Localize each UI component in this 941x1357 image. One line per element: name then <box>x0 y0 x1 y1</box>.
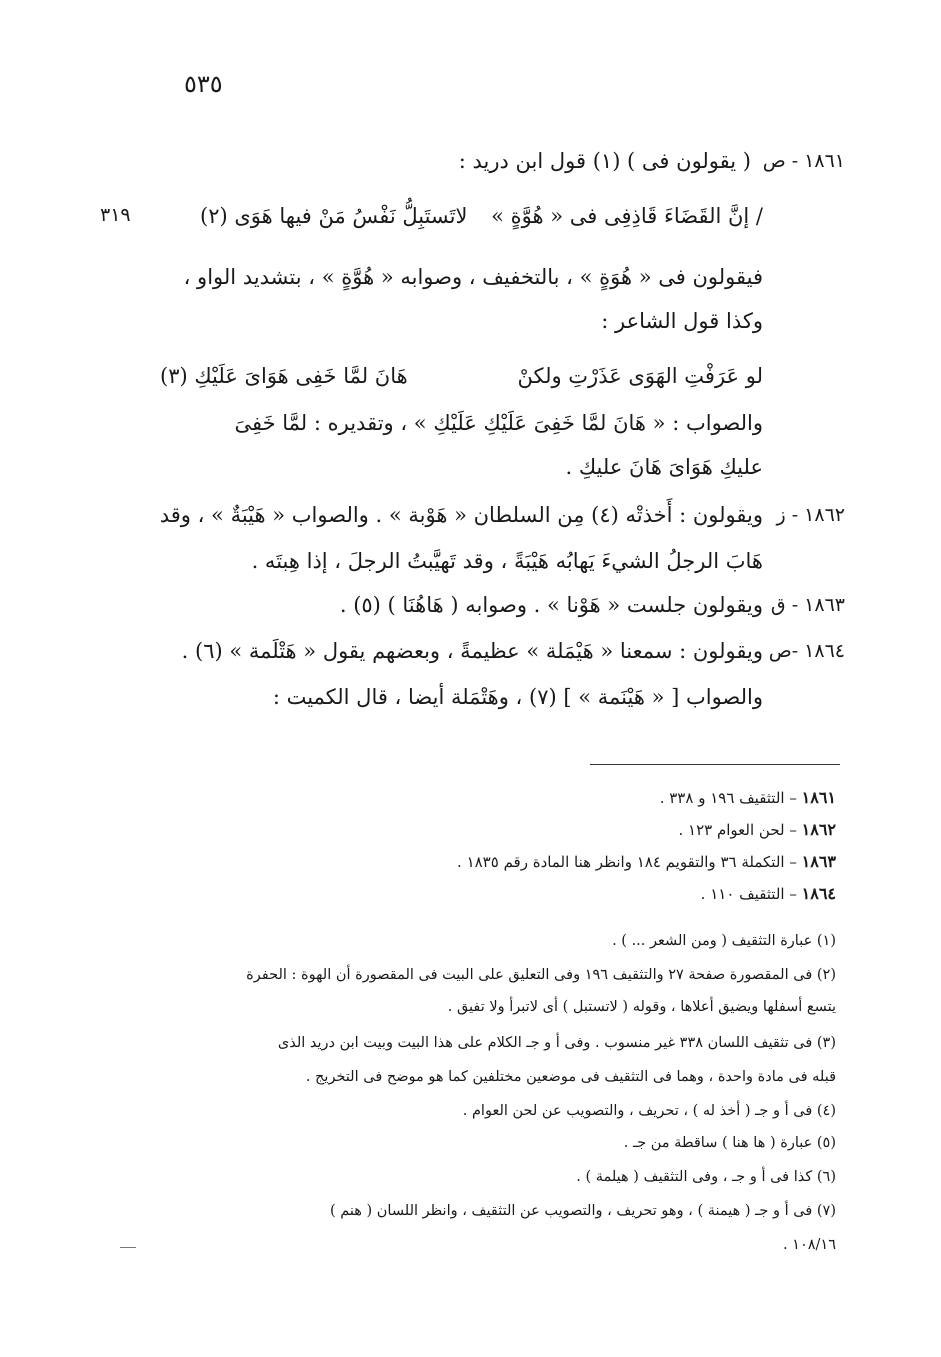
footnote-6: (٦) كذا فى أ و جـ ، وفى التثقيف ( هيلمة ) . <box>576 1169 836 1185</box>
entry-number-1862: ١٨٦٢ - ز <box>776 504 845 526</box>
source-1863: ١٨٦٣ – التكملة ٣٦ والتقويم ١٨٤ وانظر هنا المادة رقم ١٨٣٥ . <box>457 852 836 871</box>
footnote-separator <box>590 764 840 765</box>
entry-1864-line2: والصواب [ « هَيْنَمة » ] (٧) ، وهَتْمَلة أيضا ، قال الكميت : <box>272 685 763 709</box>
paragraph2-line1: والصواب : « هَانَ لمَّا خَفِىَ عَلَيْكِ عَلَيْكِ » ، وتقديره : لمَّا خَفِىَ <box>234 411 763 435</box>
footnote-2: (٢) فى المقصورة صفحة ٢٧ والتثقيف ١٩٦ وفى التعليق على البيت فى المقصورة أن الهوة : الحفرة <box>246 967 836 983</box>
verse1-second-hemistich: لاتَستَبِلُّ نَفْسُ مَنْ فيها هَوَى (٢) <box>200 204 468 228</box>
footnote-3: (٣) فى تثقيف اللسان ٣٣٨ غير منسوب . وفى أ و جـ الكلام على هذا البيت وبيت ابن دريد الذى <box>277 1035 836 1051</box>
entry-number-1863: ١٨٦٣ - ق <box>770 594 845 616</box>
entry-number-1861: ١٨٦١ - ص <box>762 150 845 172</box>
footnote-2-cont: يتسع أسفلها ويضيق أعلاها ، وقوله ( لاتستبل ) أى لاتبرأ ولا تفيق . <box>447 999 836 1015</box>
entry-1864-line1: ويقولون : سمعنا « هَيْمَلة » عظيمةً ، وبعضهم يقول « هَتْلَمة » (٦) . <box>181 639 763 663</box>
entry-1862-line2: هَابَ الرجلُ الشيءَ يَهابُه هَيْبَةً ، وقد تَهيَّبتُ الرجلَ ، إذا هِبتَه . <box>251 549 763 573</box>
entry-1862-line1: ويقولون : أَخذتْه (٤) مِن السلطان « هَوْبة » . والصواب « هَيْبَةٌ » ، وقد <box>159 503 763 527</box>
verse2-second-hemistich: هَانَ لمَّا خَفِى هَوَاىَ عَلَيْكِ (٣) <box>160 364 408 388</box>
source-1862: ١٨٦٢ – لحن العوام ١٢٣ . <box>678 820 836 839</box>
verse2-first-hemistich: لو عَرَفْتِ الهَوَى عَذَرْتِ ولكنْ <box>517 364 763 388</box>
entry-1863-line1: ويقولون جلست « هَوْنا » . وصوابه ( هَاهُنَا ) (٥) . <box>339 593 763 617</box>
source-1861: ١٨٦١ – التثقيف ١٩٦ و ٣٣٨ . <box>659 788 836 807</box>
footnote-1: (١) عبارة التثقيف ( ومن الشعر ... ) . <box>612 933 836 949</box>
footnote-7: (٧) فى أ و جـ ( هيمنة ) ، وهو تحريف ، والتصويب عن التثقيف ، وانظر اللسان ( هنم ) <box>329 1203 836 1219</box>
footnote-7-cont: ١٠٨/١٦ . <box>782 1237 836 1253</box>
paragraph1-line2: وكذا قول الشاعر : <box>601 309 763 333</box>
footnote-3-cont: قبله فى مادة واحدة ، وهما فى التثقيف فى موضعين مختلفين كما هو موضح فى التخريج . <box>305 1069 836 1085</box>
source-1864: ١٨٦٤ – التثقيف ١١٠ . <box>700 884 836 903</box>
entry-1861-line1: ( يقولون فى ) (١) قول ابن دريد : <box>458 149 751 173</box>
verse1-first-hemistich: / إنَّ القَضَاءَ قَاذِفِى فى « هُوَّةٍ » <box>491 204 763 228</box>
margin-page-reference: ٣١٩ <box>100 204 131 226</box>
footnote-5: (٥) عبارة ( ها هنا ) ساقطة من جـ . <box>623 1135 836 1151</box>
entry-number-1864: ١٨٦٤ -ص <box>768 640 845 662</box>
scan-mark <box>120 1247 136 1248</box>
paragraph2-line2: عليكِ هَوَاىَ هَانَ عليكِ . <box>565 455 763 479</box>
paragraph1-line1: فيقولون فى « هُوَةٍ » ، بالتخفيف ، وصوابه « هُوَّةٍ » ، بتشديد الواو ، <box>183 265 763 289</box>
page-number: ٥٣٥ <box>184 70 223 98</box>
footnote-4: (٤) فى أ و جـ ( أخذ له ) ، تحريف ، والتصويب عن لحن العوام . <box>462 1103 836 1119</box>
